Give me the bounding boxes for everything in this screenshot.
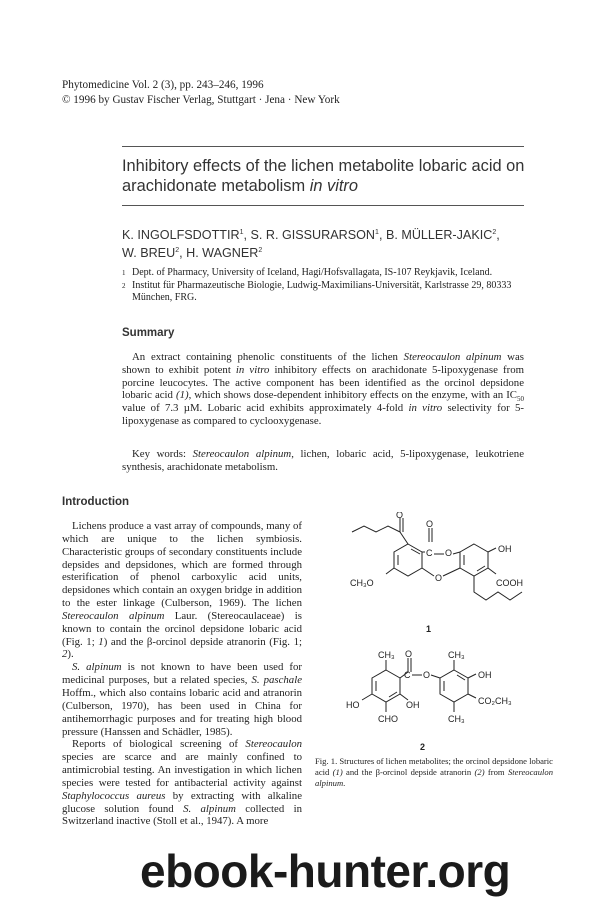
journal-line-1: Phytomedicine Vol. 2 (3), pp. 243–246, 1996 (62, 79, 264, 91)
label-co2ch3: CO₂CH₃ (478, 696, 512, 706)
label-o-keto: O (396, 512, 404, 520)
watermark-logo: ebook-hunter.org (140, 845, 511, 897)
figure-1-caption: Fig. 1. Structures of lichen metabolites; the orcinol depsidone lobaric acid (1) and the β-orcinol depside atranorin (2) from Stereocaulon alpinum. (315, 756, 553, 788)
keywords: Key words: Stereocaulon alpinum, lichen, lobaric acid, 5-lipoxygenase, leukotriene synthesis, arachidonate metabolism. (122, 448, 524, 473)
author: B. MÜLLER-JAKIC$^2$, (385, 228, 500, 242)
label-ho: HO (346, 700, 360, 710)
compound-number-1: 1 (426, 624, 432, 634)
intro-paragraph-3: Reports of biological screening of Stereocaulon species are scarce and are mainly confined to antimicrobial testing. An investigation in which lichen species were tested for antibacterial activity against Staphylococcus aureus by extracting with alkaline glucose solution found S. alpinum collected in Switzerland inactive (Stoll et al., 1947). A more (62, 738, 303, 828)
label-c-ester: C (426, 548, 433, 558)
label-ch3-b: CH₃ (448, 650, 465, 660)
label-o-bridge-bottom: O (435, 573, 443, 583)
author: W. BREU$^2$, (122, 246, 187, 260)
label-o-bridge-top: O (445, 548, 453, 558)
journal-citation (62, 78, 340, 108)
title-top-rule (122, 146, 524, 147)
affiliations (122, 267, 532, 305)
affiliation-1: 1 Dept. of Pharmacy, University of Iceland, Hagi/Hofsvallagata, IS-107 Reykjavik, Iceland. (122, 267, 493, 278)
label-ch3o: CH₃O (350, 578, 374, 588)
structure-atranorin (346, 649, 512, 752)
label-oh-2: OH (406, 700, 420, 710)
label-cho: CHO (378, 714, 398, 724)
journal-line-2: © 1996 by Gustav Fischer Verlag, Stuttgart · Jena · New York (62, 94, 340, 106)
affiliation-2: 2 Institut für Pharmazeutische Biologie, Ludwig-Maximilians-Universität, Karlstrasse 29, 80333 München, FRG. (122, 279, 512, 304)
title-text: Inhibitory effects of the lichen metabolite lobaric acid on arachidonate metabolism (122, 157, 525, 195)
introduction-heading: Introduction (62, 496, 130, 508)
summary-heading: Summary (122, 327, 175, 339)
introduction-text (62, 520, 302, 828)
label-c-ester-2: C (404, 670, 411, 680)
author: H. WAGNER$^2$ (186, 246, 263, 260)
label-o-carbonyl: O (405, 649, 413, 659)
label-oh-1: OH (498, 544, 512, 554)
title-bottom-rule (122, 205, 524, 206)
intro-paragraph-2: S. alpinum is not known to have been used for medicinal purposes, but a related species, S. paschale Hoffm., which also contains lobaric acid and atranorin (Culberson, 1970), has been used in China for antihemorrhagic purposes and for treating high blood pressure (Hanssen and Schädler, 1985). (62, 661, 303, 738)
author: S. R. GISSURARSON$^1$, (250, 228, 386, 242)
figure-1-structures (310, 512, 560, 752)
label-o-ester-2: O (423, 670, 431, 680)
label-oh-3: OH (478, 670, 492, 680)
label-ch3-a: CH₃ (378, 650, 395, 660)
author-list (122, 226, 542, 262)
article-title (122, 156, 542, 196)
summary-paragraph: An extract containing phenolic constituents of the lichen Stereocaulon alpinum was shown to exhibit potent in vitro inhibitory effects on arachidonate 5-lipoxygenase from porcine leucocytes. The active component has been identified as the orcinol depsidone lobaric acid (1), which shows dose-dependent inhibitory effects on the enzyme, with an $IC_{50}$ value of 7.3 µM. Lobaric acid exhibits approximately 4-fold in vitro selectivity for 5-lipoxygenase as compared to cyclooxygenase. (122, 351, 524, 427)
structure-lobaric-acid (350, 512, 523, 634)
author: K. INGOLFSDOTTIR$^1$, (122, 228, 251, 242)
label-cooh: COOH (496, 578, 523, 588)
label-o-ester: O (426, 519, 434, 529)
compound-number-2: 2 (420, 742, 426, 752)
title-italic: in vitro (309, 177, 358, 195)
intro-paragraph-1: Lichens produce a vast array of compounds, many of which are unique to the lichen symbiosis. Characteristic groups of secondary constituents include depsides and depsidones, which are formed through esterification of phenol carboxylic acid units, depsidones which contain an oxygen bridge in addition to the ester linkage (Culberson, 1969). The lichen Stereocaulon alpinum Laur. (Stereocaulaceae) is known to contain the orcinol depsidone lobaric acid (Fig. 1; 1) and the β-orcinol depside atranorin (Fig. 1; 2). (62, 520, 302, 661)
label-ch3-c: CH₃ (448, 714, 465, 724)
